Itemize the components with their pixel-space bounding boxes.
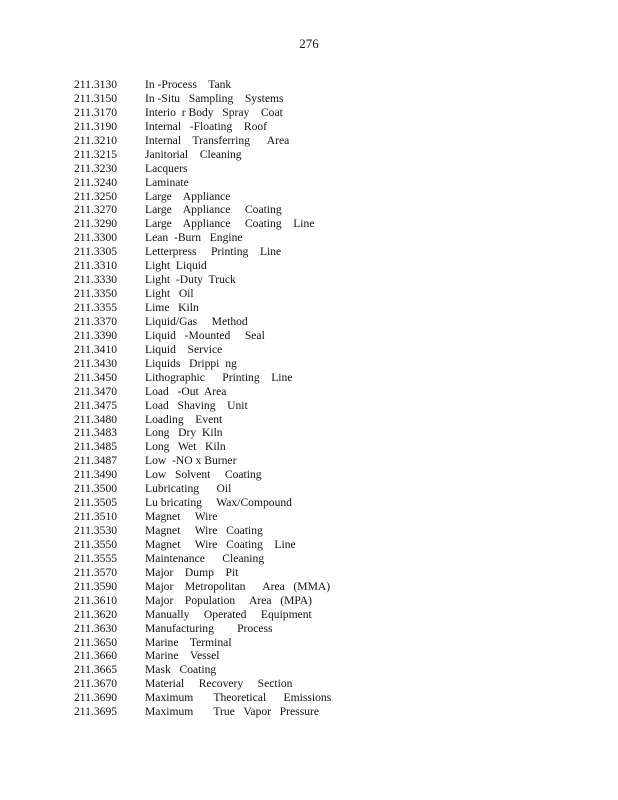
list-item xyxy=(74,287,331,301)
list-item xyxy=(74,426,331,440)
section-number: 211.3270 xyxy=(74,203,118,217)
list-item xyxy=(74,594,331,608)
list-item xyxy=(74,538,331,552)
list-item xyxy=(74,231,331,245)
defined-term: Low Solvent Coating xyxy=(145,468,262,482)
section-number: 211.3530 xyxy=(74,524,118,537)
defined-term: Lean -Burn Engine xyxy=(145,231,243,245)
section-number: 211.3483 xyxy=(74,426,118,440)
section-number: 211.3610 xyxy=(74,593,118,607)
defined-term: Light Oil xyxy=(145,287,194,301)
defined-term: Maximum Theoretical Emissions xyxy=(145,691,332,705)
list-item xyxy=(74,510,331,524)
section-number: 211.3350 xyxy=(74,287,118,301)
defined-term: Large Appliance xyxy=(145,189,231,203)
list-item xyxy=(74,649,331,663)
section-number: 211.3130 xyxy=(74,78,118,91)
list-item xyxy=(74,329,331,343)
section-number: 211.3505 xyxy=(74,496,118,510)
section-number: 211.3660 xyxy=(74,649,118,663)
defined-term: Manufacturing Process xyxy=(145,621,273,635)
section-number: 211.3215 xyxy=(74,147,118,161)
section-number: 211.3150 xyxy=(74,91,118,105)
list-item xyxy=(74,343,331,357)
section-number: 211.3355 xyxy=(74,301,118,314)
section-number: 211.3390 xyxy=(74,328,118,342)
list-item xyxy=(74,440,331,454)
section-number: 211.3210 xyxy=(74,133,118,147)
list-item xyxy=(74,385,331,399)
defined-term: Magnet Wire Coating xyxy=(145,524,263,537)
list-item xyxy=(74,176,331,190)
defined-term: Maintenance Cleaning xyxy=(145,551,265,565)
list-item xyxy=(74,371,331,385)
defined-term: In -Situ Sampling Systems xyxy=(145,91,284,105)
list-item xyxy=(74,78,331,92)
defined-term: Mask Coating xyxy=(145,663,217,677)
section-number: 211.3510 xyxy=(74,510,118,524)
section-number: 211.3470 xyxy=(74,384,118,398)
defined-term: Light Liquid xyxy=(145,259,207,273)
list-item xyxy=(74,566,331,580)
section-number: 211.3485 xyxy=(74,440,118,454)
list-item xyxy=(74,677,331,691)
section-number: 211.3695 xyxy=(74,705,118,719)
section-number: 211.3670 xyxy=(74,677,118,691)
list-item xyxy=(74,120,331,134)
defined-term: Manually Operated Equipment xyxy=(145,607,312,621)
list-item xyxy=(74,482,331,496)
defined-term: Large Appliance Coating Line xyxy=(145,217,315,231)
list-item xyxy=(74,203,331,217)
list-item xyxy=(74,315,331,329)
list-item xyxy=(74,134,331,148)
defined-term: Major Dump Pit xyxy=(145,565,239,579)
defined-term: Janitorial Cleaning xyxy=(145,147,242,161)
list-item xyxy=(74,217,331,231)
list-item xyxy=(74,106,331,120)
defined-term: Load Shaving Unit xyxy=(145,398,248,412)
list-item xyxy=(74,636,331,650)
defined-term: Major Population Area (MPA) xyxy=(145,593,313,607)
section-number: 211.3475 xyxy=(74,398,118,412)
section-number: 211.3690 xyxy=(74,691,118,705)
list-item xyxy=(74,148,331,162)
section-number: 211.3240 xyxy=(74,175,118,189)
section-number: 211.3550 xyxy=(74,537,118,551)
defined-term: Marine Terminal xyxy=(145,635,232,649)
defined-term: Internal -Floating Roof xyxy=(145,119,268,133)
list-item xyxy=(74,454,331,468)
list-item xyxy=(74,162,331,176)
list-item xyxy=(74,468,331,482)
section-number: 211.3490 xyxy=(74,468,118,482)
section-number: 211.3430 xyxy=(74,356,118,370)
section-number: 211.3330 xyxy=(74,273,118,287)
defined-term: Low -NO x Burner xyxy=(145,454,237,468)
section-number: 211.3570 xyxy=(74,565,118,579)
section-number: 211.3300 xyxy=(74,231,118,245)
defined-term: Liquid Service xyxy=(145,342,223,356)
defined-term: Large Appliance Coating xyxy=(145,203,282,217)
page-number: 276 xyxy=(299,36,319,51)
list-item xyxy=(74,608,331,622)
defined-term: Material Recovery Section xyxy=(145,677,293,691)
defined-term: Marine Vessel xyxy=(145,649,220,663)
defined-term: Long Dry Kiln xyxy=(145,426,223,440)
defined-term: Internal Transferring Area xyxy=(145,133,290,147)
defined-term: Major Metropolitan Area (MMA) xyxy=(145,579,331,593)
list-item xyxy=(74,691,331,705)
section-number: 211.3590 xyxy=(74,579,118,593)
defined-term: Loading Event xyxy=(145,412,223,426)
list-item xyxy=(74,580,331,594)
defined-term: Interio r Body Spray Coat xyxy=(145,105,283,119)
list-item xyxy=(74,496,331,510)
defined-term: Lacquers xyxy=(145,161,188,175)
list-item xyxy=(74,273,331,287)
list-item xyxy=(74,413,331,427)
section-number: 211.3620 xyxy=(74,607,118,621)
section-number: 211.3665 xyxy=(74,663,118,677)
section-number: 211.3190 xyxy=(74,119,118,133)
defined-term: Lubricating Oil xyxy=(145,482,232,496)
defined-term: Lime Kiln xyxy=(145,301,199,314)
defined-term: In -Process Tank xyxy=(145,78,232,91)
defined-term: Liquids Drippi ng xyxy=(145,356,237,370)
list-item xyxy=(74,245,331,259)
defined-term: Magnet Wire Coating Line xyxy=(145,537,296,551)
section-number: 211.3450 xyxy=(74,370,118,384)
defined-term: Liquid -Mounted Seal xyxy=(145,328,265,342)
list-item xyxy=(74,301,331,315)
list-item xyxy=(74,259,331,273)
defined-term: Light -Duty Truck xyxy=(145,273,236,287)
list-item xyxy=(74,399,331,413)
section-number: 211.3650 xyxy=(74,635,118,649)
section-number: 211.3310 xyxy=(74,259,118,273)
defined-term: Lu bricating Wax/Compound xyxy=(145,496,292,510)
list-item xyxy=(74,524,331,538)
section-list xyxy=(74,78,331,719)
defined-term: Lithographic Printing Line xyxy=(145,370,293,384)
list-item xyxy=(74,92,331,106)
section-number: 211.3630 xyxy=(74,621,118,635)
defined-term: Maximum True Vapor Pressure xyxy=(145,705,320,719)
section-number: 211.3480 xyxy=(74,412,118,426)
defined-term: Long Wet Kiln xyxy=(145,440,226,454)
list-item xyxy=(74,705,331,719)
section-number: 211.3500 xyxy=(74,482,118,496)
section-number: 211.3487 xyxy=(74,454,118,468)
list-item xyxy=(74,663,331,677)
list-item xyxy=(74,357,331,371)
section-number: 211.3230 xyxy=(74,161,118,175)
section-number: 211.3305 xyxy=(74,245,118,259)
section-number: 211.3290 xyxy=(74,217,118,231)
section-number: 211.3555 xyxy=(74,551,118,565)
defined-term: Letterpress Printing Line xyxy=(145,245,282,259)
defined-term: Load -Out Area xyxy=(145,384,227,398)
section-number: 211.3250 xyxy=(74,189,118,203)
list-item xyxy=(74,190,331,204)
list-item xyxy=(74,622,331,636)
defined-term: Liquid/Gas Method xyxy=(145,314,248,328)
defined-term: Laminate xyxy=(145,175,189,189)
list-item xyxy=(74,552,331,566)
section-number: 211.3410 xyxy=(74,342,118,356)
defined-term: Magnet Wire xyxy=(145,510,218,524)
section-number: 211.3170 xyxy=(74,105,118,119)
section-number: 211.3370 xyxy=(74,314,118,328)
